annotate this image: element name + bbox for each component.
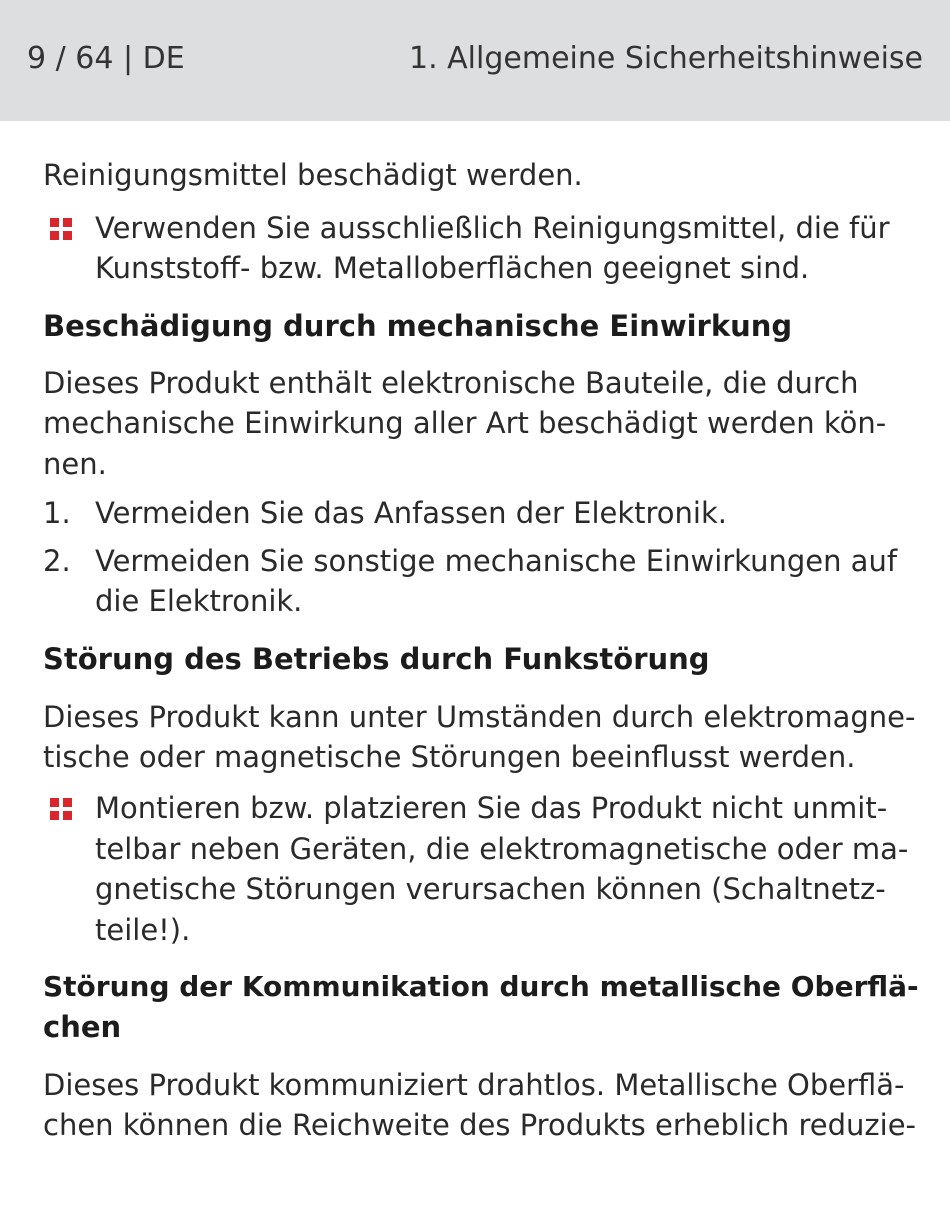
warning-marker-icon bbox=[50, 218, 72, 240]
bullet-text-line: teile!). bbox=[95, 913, 191, 947]
paragraph-line: nen. bbox=[43, 447, 107, 481]
bullet-text-line: Verwenden Sie ausschließlich Reinigungsmittel, die für bbox=[95, 211, 890, 245]
step-text-line: Vermeiden Sie das Anfassen der Elektronik. bbox=[95, 496, 727, 530]
bullet-text-line: Montieren bzw. platzieren Sie das Produkt nicht unmit- bbox=[95, 791, 888, 825]
warning-marker-icon bbox=[50, 798, 72, 820]
bullet-text-line: gnetische Störungen verursachen können (Schaltnetz- bbox=[95, 872, 886, 906]
paragraph-line: Dieses Produkt enthält elektronische Bauteile, die durch bbox=[43, 366, 859, 400]
paragraph-line: chen können die Reichweite des Produkts erheblich reduzie- bbox=[43, 1108, 917, 1142]
paragraph-line: Dieses Produkt kommuniziert drahtlos. Metallische Oberflä- bbox=[43, 1068, 905, 1102]
step-text-line: die Elektronik. bbox=[95, 584, 303, 618]
page-number: 9 / 64 | DE bbox=[27, 41, 185, 76]
bullet-text-line: Kunststoff- bzw. Metalloberflächen geeignet sind. bbox=[95, 251, 810, 285]
step-number: 2. bbox=[43, 544, 71, 578]
section-heading: Störung des Betriebs durch Funkstörung bbox=[43, 642, 710, 676]
step-text-line: Vermeiden Sie sonstige mechanische Einwirkungen auf bbox=[95, 544, 898, 578]
section-title: 1. Allgemeine Sicherheitshinweise bbox=[409, 41, 923, 76]
section-heading: chen bbox=[43, 1010, 122, 1044]
section-heading: Beschädigung durch mechanische Einwirkung bbox=[43, 309, 793, 343]
paragraph-line: Dieses Produkt kann unter Umständen durch elektromagne- bbox=[43, 700, 916, 734]
section-heading: Störung der Kommunikation durch metallische Oberflä- bbox=[43, 970, 919, 1003]
paragraph-line: mechanische Einwirkung aller Art beschädigt werden kön- bbox=[43, 406, 887, 440]
intro-line: Reinigungsmittel beschädigt werden. bbox=[43, 158, 583, 192]
paragraph-line: tische oder magnetische Störungen beeinflusst werden. bbox=[43, 740, 856, 774]
step-number: 1. bbox=[43, 496, 71, 530]
bullet-text-line: telbar neben Geräten, die elektromagnetische oder ma- bbox=[95, 832, 909, 866]
